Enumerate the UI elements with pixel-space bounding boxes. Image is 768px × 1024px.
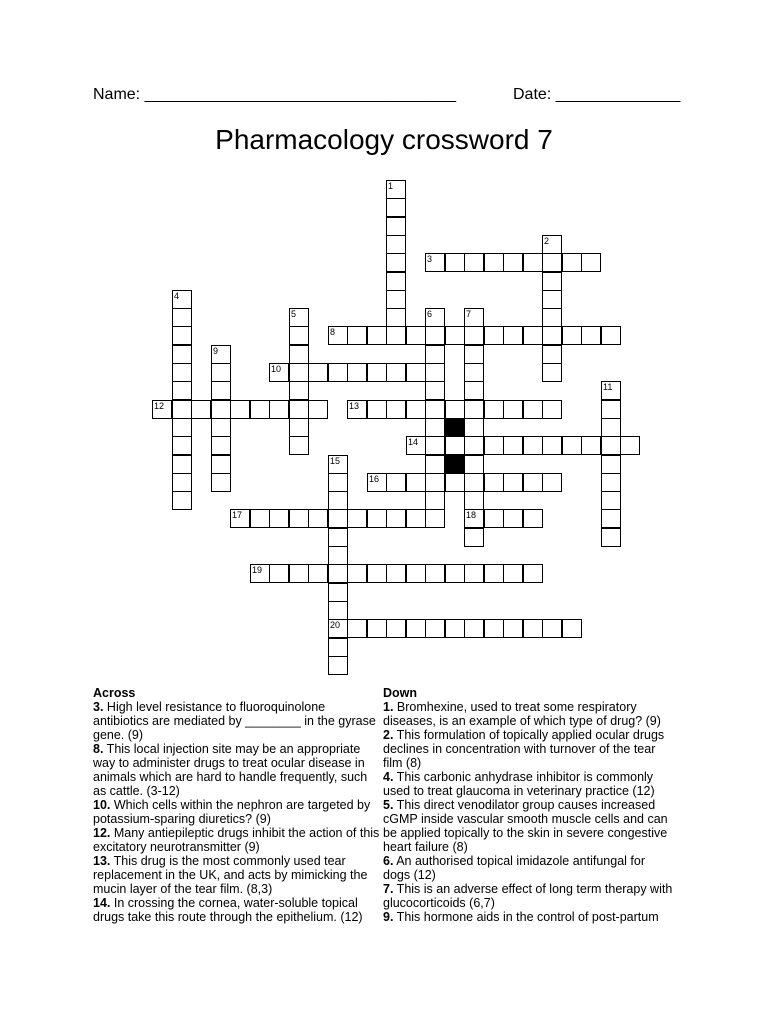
clue-number: 14 [408,437,419,447]
crossword-cell[interactable] [172,491,192,510]
crossword-cell[interactable] [523,509,543,528]
down-clue [383,728,675,770]
down-clue [383,882,675,910]
crossword-cell[interactable] [523,436,543,455]
crossword-cell[interactable] [250,400,270,419]
down-clue [383,700,675,728]
name-field-label: Name: ___________________________________ [93,86,457,103]
crossword-cell[interactable] [484,253,504,272]
crossword-cell[interactable] [406,326,426,345]
crossword-cell[interactable] [367,326,387,345]
crossword-cell[interactable] [172,308,192,327]
clue-number: 7. [383,882,394,896]
crossword-cell[interactable] [542,272,562,291]
crossword-cell[interactable] [328,619,348,638]
crossword-cell[interactable] [562,436,582,455]
clue-number: 3. [93,700,104,714]
crossword-cell[interactable] [191,400,211,419]
crossword-cell[interactable] [601,418,621,437]
clue-number: 17 [232,510,243,520]
crossword-cell[interactable] [347,363,367,382]
crossword-cell[interactable] [328,455,348,474]
crossword-cell[interactable] [250,564,270,583]
crossword-cell[interactable] [484,564,504,583]
crossword-cell[interactable] [347,564,367,583]
crossword-cell[interactable] [542,253,562,272]
clue-number: 15 [330,456,341,466]
clue-text: In crossing the cornea, water-soluble topical drugs take this route through the epithelium. (12) [93,896,363,924]
crossword-cell[interactable] [347,619,367,638]
crossword-cell[interactable] [425,473,445,492]
crossword-cell[interactable] [445,253,465,272]
crossword-cell[interactable] [503,400,523,419]
crossword-cell[interactable] [464,619,484,638]
crossword-cell[interactable] [406,363,426,382]
clue-number: 6. [383,854,394,868]
crossword-cell[interactable] [406,509,426,528]
clue-number: 12 [154,401,165,411]
clue-number: 5 [291,309,297,319]
crossword-cell[interactable] [328,656,348,675]
across-clue [93,700,383,742]
crossword-cell[interactable] [503,564,523,583]
clue-number: 4 [174,291,180,301]
crossword-cell[interactable] [425,253,445,272]
crossword-cell[interactable] [328,509,348,528]
crossword-cell[interactable] [308,400,328,419]
down-clue-list [383,700,675,924]
crossword-cell[interactable] [211,436,231,455]
crossword-cell[interactable] [581,326,601,345]
crossword-cell[interactable] [484,436,504,455]
crossword-cell[interactable] [503,436,523,455]
crossword-cell[interactable] [328,638,348,657]
down-clues [383,686,675,924]
crossword-cell[interactable] [503,619,523,638]
crossword-cell[interactable] [464,381,484,400]
crossword-cell[interactable] [406,473,426,492]
crossword-cell[interactable] [620,436,640,455]
across-heading: Across [93,686,136,700]
crossword-cell[interactable] [386,272,406,291]
crossword-cell[interactable] [308,564,328,583]
clue-text: An authorised topical imidazole antifungal for dogs (12) [383,854,645,882]
crossword-cell[interactable] [464,326,484,345]
crossword-cell[interactable] [445,619,465,638]
across-clue [93,896,383,924]
crossword-cell[interactable] [445,400,465,419]
crossword-cell[interactable] [328,583,348,602]
crossword-cell[interactable] [386,217,406,236]
crossword-cell[interactable] [386,619,406,638]
crossword-cell[interactable] [542,400,562,419]
clue-number: 7 [466,309,472,319]
crossword-cell[interactable] [484,473,504,492]
crossword-cell[interactable] [425,418,445,437]
crossword-cell[interactable] [328,363,348,382]
crossword-cell[interactable] [425,308,445,327]
clue-text: Which cells within the nephron are targeted by potassium-sparing diuretics? (9) [93,798,371,826]
crossword-cell[interactable] [425,381,445,400]
crossword-cell[interactable] [425,455,445,474]
crossword-cell[interactable] [484,509,504,528]
crossword-cell[interactable] [581,253,601,272]
clue-text: This hormone aids in the control of post-partum [393,910,659,924]
clue-number: 13. [93,854,111,868]
crossword-cell[interactable] [542,290,562,309]
down-heading: Down [383,686,418,700]
clue-number: 12. [93,826,111,840]
crossword-cell[interactable] [445,326,465,345]
across-clues [93,686,383,924]
crossword-cell[interactable] [601,381,621,400]
crossword-cell[interactable] [172,473,192,492]
crossword-cell[interactable] [464,473,484,492]
crossword-cell[interactable] [172,381,192,400]
clue-number: 3 [427,254,433,264]
crossword-cell[interactable] [523,253,543,272]
crossword-cell[interactable] [289,326,309,345]
crossword-cell[interactable] [367,473,387,492]
crossword-cell[interactable] [503,326,523,345]
crossword-cell[interactable] [464,455,484,474]
clue-text: Bromhexine, used to treat some respiratory diseases, is an example of which type of drug? (9) [383,700,661,728]
clue-number: 14. [93,896,111,910]
crossword-cell[interactable] [367,363,387,382]
crossword-cell[interactable] [172,363,192,382]
crossword-cell[interactable] [269,509,289,528]
clue-text: This drug is the most commonly used tear replacement in the UK, and acts by mimicking the mucin layer of the tear film. (8,3) [93,854,368,896]
across-clue [93,742,383,798]
crossword-cell[interactable] [230,400,250,419]
crossword-cell[interactable] [484,400,504,419]
crossword-cell[interactable] [562,253,582,272]
crossword-cell[interactable] [172,400,192,419]
down-clue [383,854,675,882]
crossword-cell[interactable] [386,290,406,309]
crossword-cell[interactable] [328,601,348,620]
across-clue-list [93,700,383,924]
crossword-cell[interactable] [211,345,231,364]
crossword-cell[interactable] [269,564,289,583]
crossword-cell[interactable] [211,363,231,382]
date-field-label: Date: ______________ [513,86,681,103]
crossword-cell[interactable] [386,180,406,199]
across-clue [93,826,383,854]
crossword-cell[interactable] [542,235,562,254]
crossword-cell[interactable] [328,528,348,547]
crossword-cell[interactable] [445,564,465,583]
crossword-block [445,418,465,437]
crossword-cell[interactable] [601,491,621,510]
crossword-cell[interactable] [464,564,484,583]
crossword-cell[interactable] [425,326,445,345]
down-clue [383,798,675,854]
crossword-cell[interactable] [308,363,328,382]
crossword-cell[interactable] [250,509,270,528]
crossword-cell[interactable] [464,509,484,528]
crossword-cell[interactable] [289,418,309,437]
crossword-cell[interactable] [425,491,445,510]
page-title: Pharmacology crossword 7 [215,124,553,155]
crossword-cell[interactable] [230,509,250,528]
crossword-cell[interactable] [289,363,309,382]
crossword-cell[interactable] [601,509,621,528]
crossword-cell[interactable] [386,308,406,327]
crossword-cell[interactable] [172,418,192,437]
crossword-cell[interactable] [172,290,192,309]
crossword-cell[interactable] [464,528,484,547]
crossword-cell[interactable] [523,619,543,638]
crossword-cell[interactable] [425,363,445,382]
crossword-cell[interactable] [328,326,348,345]
crossword-cell[interactable] [289,308,309,327]
clue-number: 9 [213,346,219,356]
crossword-cell[interactable] [464,400,484,419]
clue-text: This is an adverse effect of long term therapy with glucocorticoids (6,7) [383,882,673,910]
clue-number: 5. [383,798,394,812]
crossword-cell[interactable] [269,363,289,382]
crossword-cell[interactable] [425,564,445,583]
crossword-cell[interactable] [347,326,367,345]
crossword-cell[interactable] [562,619,582,638]
clue-number: 10 [271,364,282,374]
clue-number: 20 [330,620,341,630]
crossword-cell[interactable] [347,509,367,528]
clue-text: High level resistance to fluoroquinolone antibiotics are mediated by ________ in the gyrase gene. (9) [93,700,376,742]
crossword-cell[interactable] [211,381,231,400]
crossword-cell[interactable] [211,473,231,492]
crossword-cell[interactable] [601,455,621,474]
crossword-cell[interactable] [406,564,426,583]
crossword-cell[interactable] [386,473,406,492]
crossword-cell[interactable] [289,345,309,364]
crossword-cell[interactable] [601,326,621,345]
crossword-cell[interactable] [445,436,465,455]
crossword-cell[interactable] [172,345,192,364]
crossword-cell[interactable] [562,326,582,345]
clue-number: 8. [93,742,104,756]
across-clue [93,798,383,826]
crossword-cell[interactable] [464,345,484,364]
clue-number: 9. [383,910,394,924]
crossword-cell[interactable] [269,400,289,419]
crossword-cell[interactable] [542,345,562,364]
crossword-cell[interactable] [445,473,465,492]
crossword-cell[interactable] [386,509,406,528]
crossword-cell[interactable] [425,619,445,638]
crossword-cell[interactable] [152,400,172,419]
clue-text: Many antiepileptic drugs inhibit the action of this excitatory neurotransmitter (9) [93,826,380,854]
crossword-cell[interactable] [386,253,406,272]
crossword-cell[interactable] [367,619,387,638]
crossword-cell[interactable] [464,308,484,327]
crossword-cell[interactable] [308,509,328,528]
clue-number: 1. [383,700,394,714]
crossword-cell[interactable] [386,198,406,217]
crossword-cell[interactable] [464,363,484,382]
down-clue [383,770,675,798]
clue-number: 4. [383,770,394,784]
crossword-cell[interactable] [386,400,406,419]
crossword-cell[interactable] [523,400,543,419]
crossword-cell[interactable] [386,235,406,254]
crossword-cell[interactable] [542,436,562,455]
crossword-cell[interactable] [601,528,621,547]
crossword-cell[interactable] [464,491,484,510]
crossword-block [445,455,465,474]
clue-number: 13 [349,401,360,411]
crossword-cell[interactable] [172,326,192,345]
crossword-cell[interactable] [425,436,445,455]
crossword-cell[interactable] [386,363,406,382]
crossword-cell[interactable] [386,564,406,583]
crossword-cell[interactable] [542,619,562,638]
crossword-cell[interactable] [289,564,309,583]
crossword-cell[interactable] [484,619,504,638]
crossword-cell[interactable] [601,473,621,492]
crossword-cell[interactable] [172,436,192,455]
crossword-cell[interactable] [523,326,543,345]
crossword-cell[interactable] [367,509,387,528]
crossword-cell[interactable] [289,436,309,455]
crossword-cell[interactable] [328,564,348,583]
crossword-cell[interactable] [425,509,445,528]
crossword-cell[interactable] [425,345,445,364]
crossword-cell[interactable] [503,509,523,528]
crossword-cell[interactable] [581,436,601,455]
clue-text: This local injection site may be an appropriate way to administer drugs to treat ocular disease in animals which are hard to handle frequently, such as cattle. (3-12) [93,742,368,798]
crossword-cell[interactable] [328,473,348,492]
clue-text: This direct venodilator group causes increased cGMP inside vascular smooth muscle cells and can be applied topically to the skin in severe congestive heart failure (8) [383,798,668,854]
crossword-cell[interactable] [464,436,484,455]
crossword-cell[interactable] [601,436,621,455]
down-clue [383,910,675,924]
crossword-cell[interactable] [542,308,562,327]
clue-number: 1 [388,181,394,191]
clue-text: This formulation of topically applied ocular drugs declines in concentration with turnover of the tear film (8) [383,728,665,770]
crossword-cell[interactable] [542,473,562,492]
crossword-cell[interactable] [542,326,562,345]
crossword-cell[interactable] [347,400,367,419]
crossword-cell[interactable] [172,455,192,474]
crossword-cell[interactable] [367,400,387,419]
crossword-cell[interactable] [328,491,348,510]
clue-number: 10. [93,798,111,812]
crossword-cell[interactable] [211,400,231,419]
crossword-cell[interactable] [211,455,231,474]
crossword-cell[interactable] [523,564,543,583]
crossword-cell[interactable] [211,418,231,437]
crossword-cell[interactable] [601,400,621,419]
crossword-cell[interactable] [406,619,426,638]
crossword-cell[interactable] [425,400,445,419]
crossword-cell[interactable] [367,564,387,583]
crossword-cell[interactable] [289,509,309,528]
clue-number: 6 [427,309,433,319]
across-clue [93,854,383,896]
clue-number: 16 [369,474,380,484]
clue-number: 2 [544,236,550,246]
crossword-cell[interactable] [503,473,523,492]
clue-number: 19 [252,565,263,575]
crossword-cell[interactable] [406,436,426,455]
crossword-cell[interactable] [464,418,484,437]
crossword-cell[interactable] [406,400,426,419]
crossword-cell[interactable] [503,253,523,272]
clue-number: 2. [383,728,394,742]
clue-text: This carbonic anhydrase inhibitor is commonly used to treat glaucoma in veterinary practice (12) [383,770,655,798]
crossword-cell[interactable] [542,363,562,382]
clue-number: 8 [330,327,336,337]
crossword-cell[interactable] [484,326,504,345]
crossword-cell[interactable] [386,326,406,345]
crossword-cell[interactable] [523,473,543,492]
crossword-cell[interactable] [464,253,484,272]
crossword-cell[interactable] [289,400,309,419]
clue-number: 18 [466,510,477,520]
crossword-cell[interactable] [328,546,348,565]
clue-number: 11 [603,382,613,392]
crossword-cell[interactable] [289,381,309,400]
